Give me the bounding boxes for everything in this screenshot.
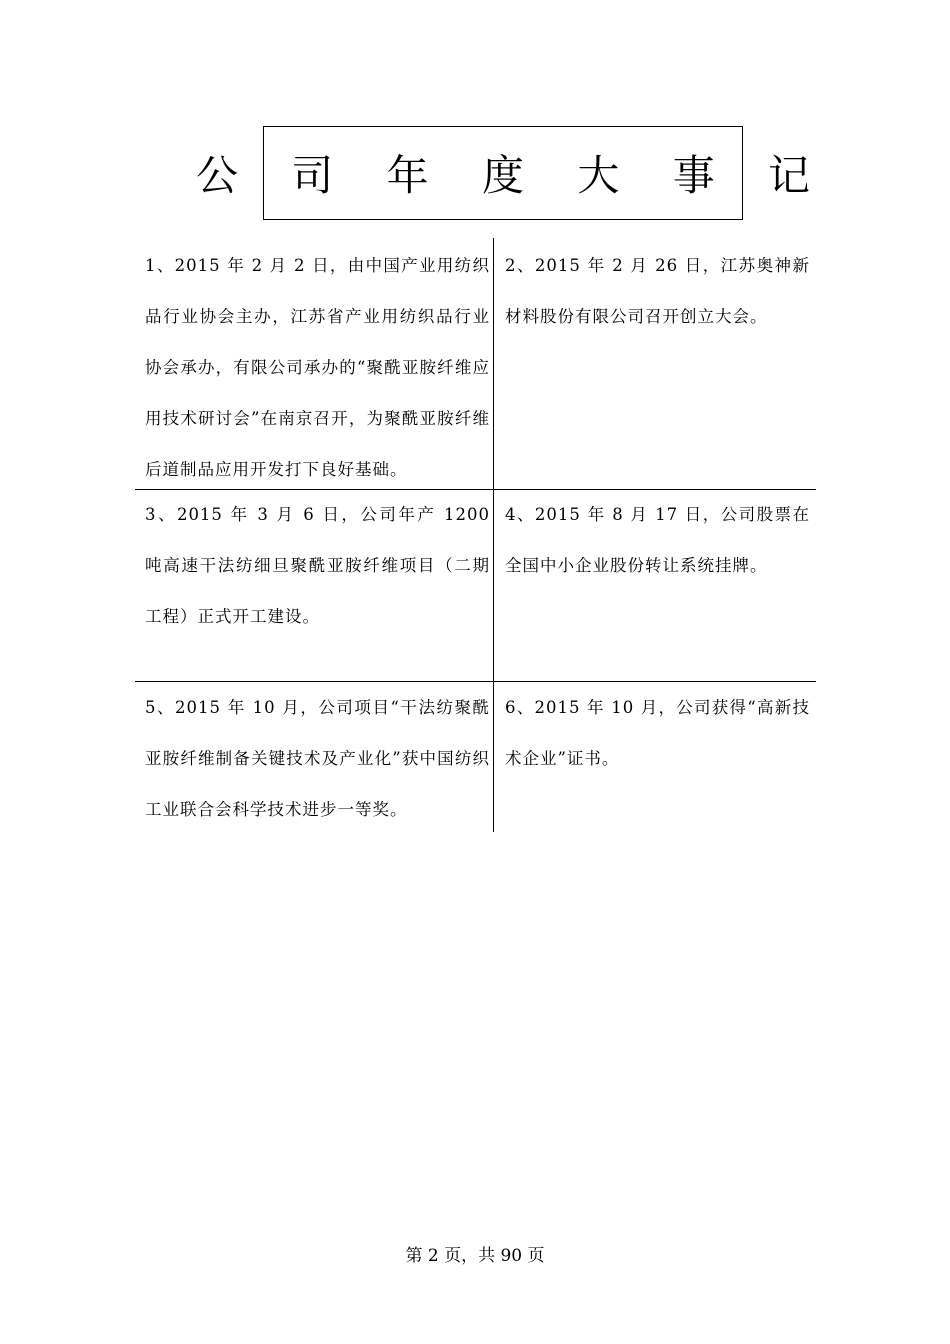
event-2: 2、2015 年 2 月 26 日，江苏奥神新材料股份有限公司召开创立大会。	[505, 256, 810, 326]
event-5: 5、2015 年 10 月，公司项目“干法纺聚酰亚胺纤维制备关键技术及产业化”获中国纺织工业联合会科学技术进步一等奖。	[145, 698, 490, 819]
page-footer: 第 2 页，共 90 页	[405, 1246, 545, 1266]
title-box	[195, 126, 831, 220]
event-3: 3、2015 年 3 月 6 日，公司年产 1200 吨高速干法纺细旦聚酰亚胺纤维项目（二期工程）正式开工建设。	[145, 505, 490, 626]
page-title: 公 司 年 度 大 事 记	[195, 151, 831, 200]
event-1: 1、2015 年 2 月 2 日，由中国产业用纺织品行业协会主办，江苏省产业用纺织品行业协会承办，有限公司承办的“聚酰亚胺纤维应用技术研讨会”在南京召开，为聚酰亚胺纤维后道制品应用开发打下良好基础。	[145, 256, 490, 479]
event-4: 4、2015 年 8 月 17 日，公司股票在全国中小企业股份转让系统挂牌。	[505, 505, 810, 575]
column-divider	[493, 238, 494, 832]
event-6: 6、2015 年 10 月，公司获得“高新技术企业”证书。	[505, 698, 810, 768]
